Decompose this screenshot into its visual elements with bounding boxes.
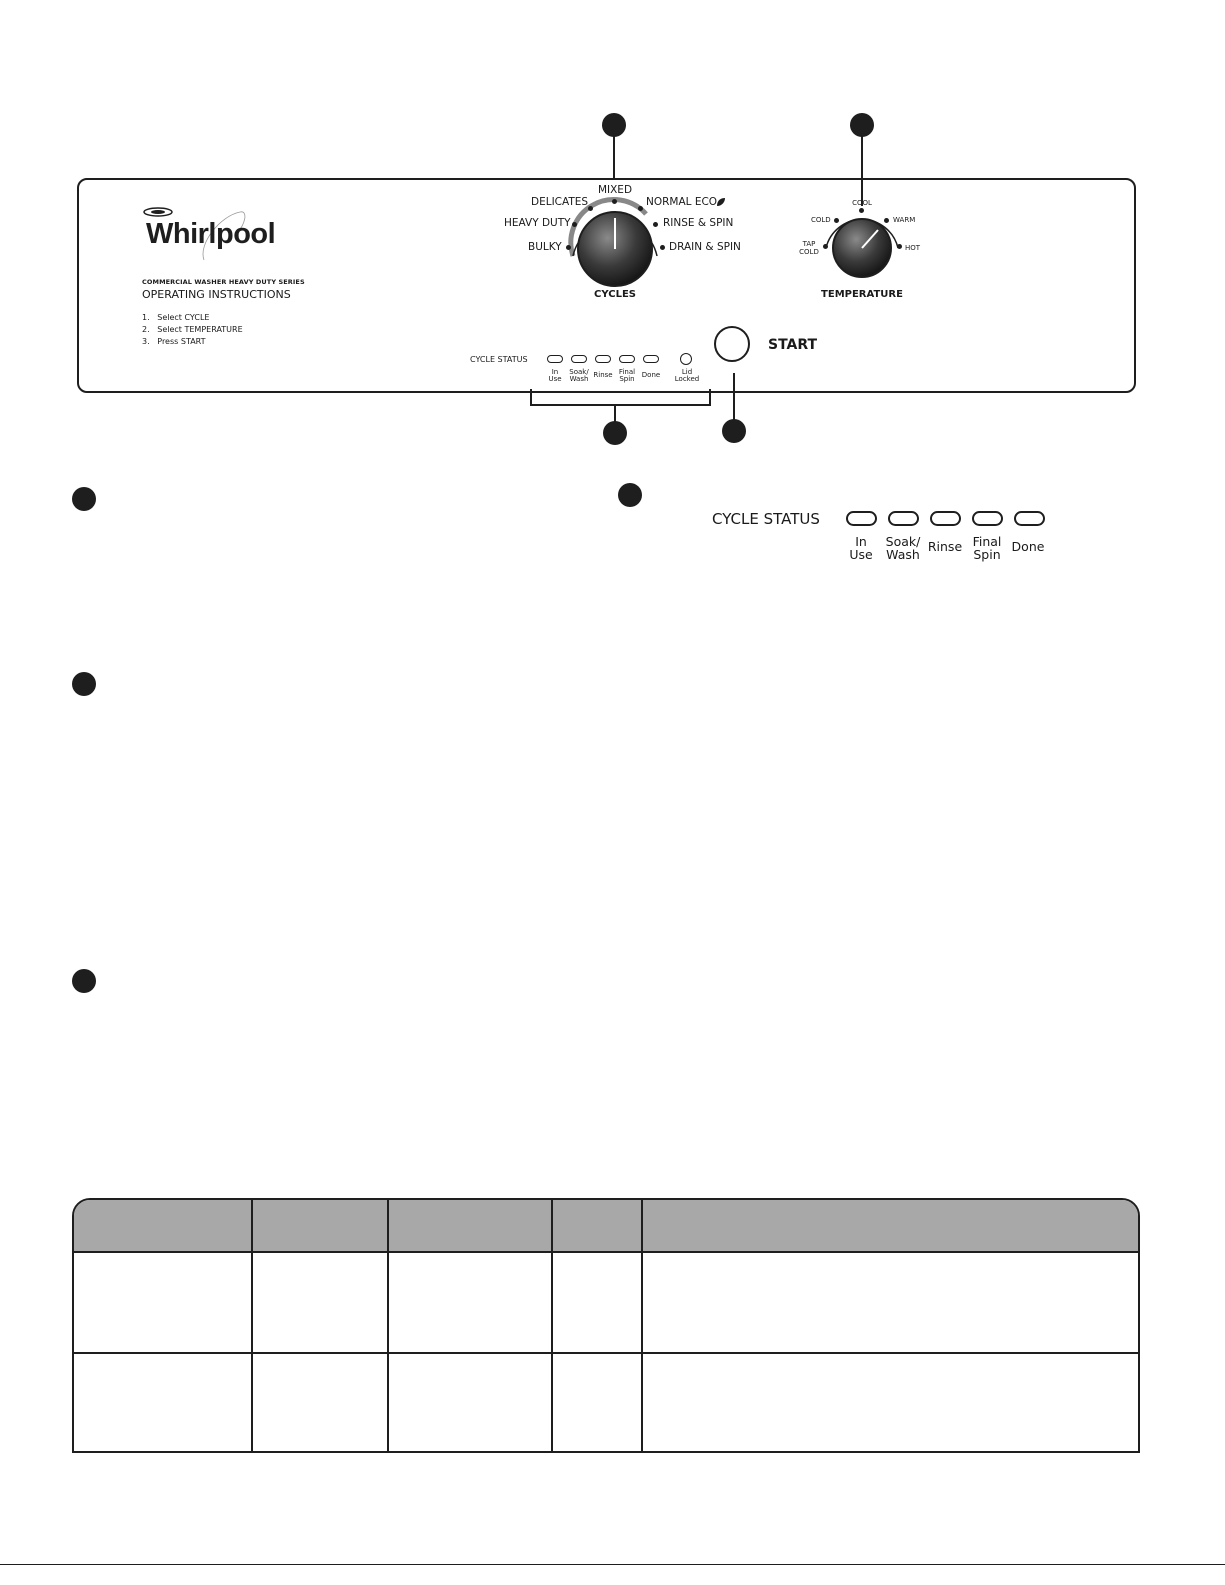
cycles-label: CYCLES bbox=[594, 289, 636, 300]
status-label-soak-wash: Soak/ Wash bbox=[569, 368, 589, 384]
cycle-dot-delicates bbox=[588, 206, 593, 211]
cycle-option-rinse-spin: RINSE & SPIN bbox=[663, 217, 734, 229]
callout-marker-temperature bbox=[850, 113, 874, 137]
status-light-lid-locked bbox=[680, 353, 692, 365]
status-light-soak-wash bbox=[571, 355, 587, 363]
cycle-dot-drain-spin bbox=[660, 245, 665, 250]
status-light-done bbox=[643, 355, 659, 363]
section-marker-4 bbox=[618, 483, 642, 507]
cycle-dot-normal-eco bbox=[638, 206, 643, 211]
detail-light-rinse bbox=[930, 511, 961, 526]
page-bottom-rule bbox=[0, 1564, 1225, 1565]
callout-line-start bbox=[733, 373, 735, 423]
table-column-divider bbox=[251, 1200, 253, 1451]
detail-label-final-spin: Final Spin bbox=[972, 534, 1002, 563]
eco-leaf-icon bbox=[716, 197, 726, 207]
temp-dot-hot bbox=[897, 244, 902, 249]
detail-light-in-use bbox=[846, 511, 877, 526]
callout-marker-start bbox=[722, 419, 746, 443]
cycle-status-label: CYCLE STATUS bbox=[470, 355, 528, 364]
status-light-final-spin bbox=[619, 355, 635, 363]
section-marker-2 bbox=[72, 672, 96, 696]
cycle-table bbox=[72, 1198, 1140, 1453]
section-marker-3 bbox=[72, 969, 96, 993]
temp-dot-cool bbox=[859, 208, 864, 213]
instructions-title: OPERATING INSTRUCTIONS bbox=[142, 288, 291, 301]
section-marker-1 bbox=[72, 487, 96, 511]
detail-label-soak-wash: Soak/ Wash bbox=[885, 534, 921, 563]
status-label-in-use: In Use bbox=[548, 368, 562, 384]
detail-label-done: Done bbox=[1011, 539, 1045, 554]
status-label-rinse: Rinse bbox=[593, 371, 613, 379]
status-bracket bbox=[530, 389, 711, 406]
table-header-row bbox=[74, 1200, 1138, 1253]
detail-label-rinse: Rinse bbox=[927, 539, 963, 554]
instruction-step-3: 3. Press START bbox=[142, 337, 206, 346]
status-label-done: Done bbox=[641, 371, 661, 379]
table-column-divider bbox=[641, 1200, 643, 1451]
temp-option-tap-cold-line1: TAP bbox=[802, 240, 816, 248]
series-label: COMMERCIAL WASHER HEAVY DUTY SERIES bbox=[142, 278, 305, 286]
temp-option-hot: HOT bbox=[905, 244, 921, 252]
callout-line-cycles bbox=[613, 136, 615, 180]
instruction-step-2: 2. Select TEMPERATURE bbox=[142, 325, 243, 334]
instruction-step-1: 1. Select CYCLE bbox=[142, 313, 210, 322]
detail-light-final-spin bbox=[972, 511, 1003, 526]
cycle-dot-rinse-spin bbox=[653, 222, 658, 227]
start-label: START bbox=[768, 337, 818, 353]
detail-light-done bbox=[1014, 511, 1045, 526]
status-light-in-use bbox=[547, 355, 563, 363]
detail-cycle-status-label: CYCLE STATUS bbox=[712, 510, 820, 528]
status-light-rinse bbox=[595, 355, 611, 363]
temp-option-cold: COLD bbox=[811, 216, 831, 224]
status-label-lid-locked: Lid Locked bbox=[674, 368, 700, 384]
temp-dot-tap-cold bbox=[823, 244, 828, 249]
cycle-option-delicates: DELICATES bbox=[531, 196, 589, 208]
temperature-label: TEMPERATURE bbox=[821, 289, 903, 300]
cycle-option-mixed: MIXED bbox=[597, 184, 633, 196]
cycle-option-normal-eco: NORMAL ECO bbox=[646, 196, 718, 208]
table-column-divider bbox=[551, 1200, 553, 1451]
temp-option-warm: WARM bbox=[893, 216, 916, 224]
cycle-dot-bulky bbox=[566, 245, 571, 250]
table-row-divider bbox=[74, 1352, 1138, 1354]
logo-wordmark: Whirlpool bbox=[146, 218, 276, 250]
cycle-option-bulky: BULKY bbox=[528, 241, 562, 253]
detail-label-in-use: In Use bbox=[849, 534, 873, 563]
callout-marker-status bbox=[603, 421, 627, 445]
cycle-option-heavy-duty: HEAVY DUTY bbox=[504, 217, 571, 229]
status-label-final-spin: Final Spin bbox=[618, 368, 636, 384]
temp-option-tap-cold-line2: COLD bbox=[799, 248, 819, 256]
cycle-dot-mixed bbox=[612, 199, 617, 204]
cycle-option-drain-spin: DRAIN & SPIN bbox=[669, 241, 741, 253]
temp-dot-warm bbox=[884, 218, 889, 223]
detail-light-soak-wash bbox=[888, 511, 919, 526]
cycle-dot-heavy-duty bbox=[572, 222, 577, 227]
table-column-divider bbox=[387, 1200, 389, 1451]
callout-marker-cycles bbox=[602, 113, 626, 137]
temp-option-cool: COOL bbox=[852, 199, 872, 207]
temp-dot-cold bbox=[834, 218, 839, 223]
start-button[interactable] bbox=[714, 326, 750, 362]
